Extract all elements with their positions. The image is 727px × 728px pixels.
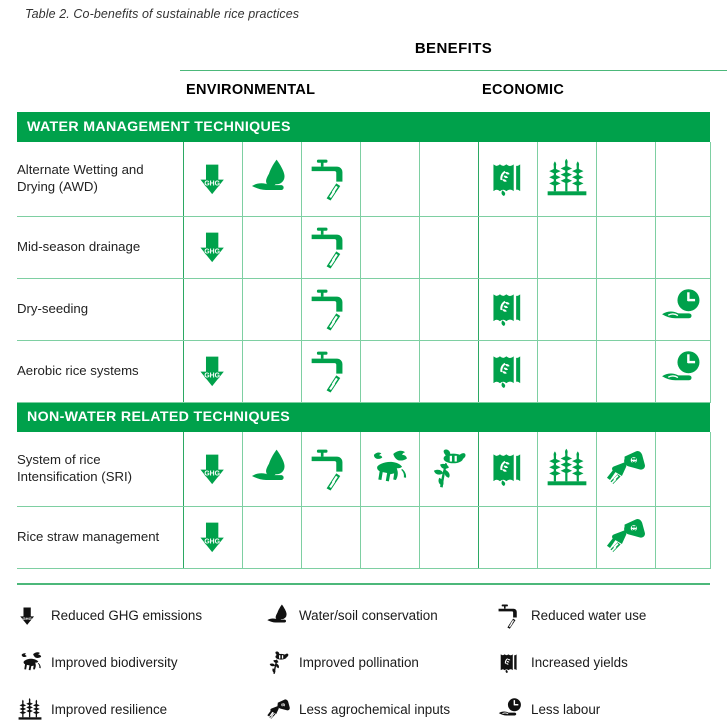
benefit-cell-water_soil (242, 506, 301, 568)
wheat-stalks-icon (545, 157, 589, 201)
ghg-down-arrow-icon (195, 157, 229, 201)
legend-label: Increased yields (531, 655, 628, 670)
benefit-cell-water_soil (242, 216, 301, 278)
table-row (17, 278, 710, 340)
legend-item-yields (497, 650, 717, 676)
animals-biodiversity-icon (366, 447, 414, 491)
benefit-cell-labour (655, 432, 710, 506)
benefit-cell-resilience (537, 142, 596, 216)
benefit-cell-pollination (419, 278, 478, 340)
category-economic: ECONOMIC (482, 82, 565, 98)
benefit-cell-biodiversity (360, 506, 419, 568)
technique-name: Dry-seeding (17, 278, 183, 340)
ghg-down-arrow-icon (195, 225, 229, 269)
section-title: WATER MANAGEMENT TECHNIQUES (17, 112, 710, 142)
benefit-cell-labour (655, 340, 710, 402)
benefit-cell-resilience (537, 216, 596, 278)
ghg-down-arrow-icon (17, 603, 37, 629)
benefit-cell-ghg (183, 278, 242, 340)
benefit-cell-agrochemical (596, 340, 655, 402)
clock-hand-icon (659, 287, 706, 331)
svg-text:GHG: GHG (204, 248, 221, 256)
legend-row (17, 639, 717, 686)
co-benefits-table (17, 112, 710, 569)
benefit-cell-biodiversity (360, 340, 419, 402)
legend-item-agrochemical (265, 697, 497, 723)
table-row (17, 142, 710, 216)
grain-sack-icon (487, 157, 527, 201)
legend-label: Reduced water use (531, 608, 647, 623)
legend-label: Reduced GHG emissions (51, 608, 203, 623)
benefit-cell-biodiversity (360, 216, 419, 278)
legend-row (17, 686, 717, 728)
benefit-cell-agrochemical (596, 216, 655, 278)
benefit-cell-water_soil (242, 432, 301, 506)
benefit-cell-labour (655, 142, 710, 216)
bee-pollination-icon (265, 650, 292, 676)
benefit-cell-water_soil (242, 142, 301, 216)
technique-name: Aerobic rice systems (17, 340, 183, 402)
category-environmental: ENVIRONMENTAL (186, 82, 316, 98)
bee-pollination-icon (426, 447, 472, 491)
animals-biodiversity-icon (17, 650, 45, 676)
technique-name: Mid-season drainage (17, 216, 183, 278)
section-title: NON-WATER RELATED TECHNIQUES (17, 402, 710, 432)
technique-name: System of rice Intensification (SRI) (17, 432, 183, 506)
faucet-tap-icon (309, 287, 353, 331)
legend-item-resilience (17, 697, 265, 723)
benefit-cell-ghg (183, 432, 242, 506)
benefit-cell-agrochemical (596, 142, 655, 216)
benefit-cell-resilience (537, 506, 596, 568)
benefit-cell-water_soil (242, 340, 301, 402)
wheat-stalks-icon (17, 697, 43, 723)
benefit-cell-pollination (419, 506, 478, 568)
benefit-cell-biodiversity (360, 142, 419, 216)
benefit-cell-water_use (301, 432, 360, 506)
benefit-cell-yields (478, 216, 537, 278)
grain-sack-icon (487, 287, 527, 331)
section-header-row (17, 402, 710, 432)
benefit-cell-biodiversity (360, 278, 419, 340)
grain-sack-icon (487, 447, 527, 491)
legend-item-pollination (265, 650, 497, 676)
water-droplet-hand-icon (248, 157, 295, 201)
benefit-cell-labour (655, 278, 710, 340)
legend-label: Improved pollination (299, 655, 419, 670)
benefit-cell-pollination (419, 340, 478, 402)
benefit-cell-labour (655, 506, 710, 568)
table-bottom-rule (17, 583, 710, 585)
legend-item-labour (497, 697, 717, 723)
faucet-tap-icon (309, 349, 353, 393)
benefit-cell-yields (478, 506, 537, 568)
technique-name: Rice straw management (17, 506, 183, 568)
faucet-tap-icon (309, 157, 353, 201)
svg-text:GHG: GHG (22, 615, 32, 621)
svg-text:GHG: GHG (204, 180, 221, 188)
table-caption: Table 2. Co-benefits of sustainable rice practices (25, 7, 300, 21)
legend-label: Less agrochemical inputs (299, 702, 451, 717)
benefit-cell-agrochemical (596, 506, 655, 568)
faucet-tap-icon (309, 225, 353, 269)
legend-label: Water/soil conservation (299, 608, 438, 623)
benefit-cell-yields (478, 278, 537, 340)
grain-sack-icon (487, 349, 527, 393)
ghg-down-arrow-icon (195, 515, 229, 559)
watering-can-icon (603, 447, 648, 491)
legend-row (17, 592, 717, 639)
faucet-tap-icon (309, 447, 353, 491)
table-row (17, 506, 710, 568)
faucet-tap-icon (497, 603, 523, 629)
legend-label: Improved resilience (51, 702, 168, 717)
benefit-cell-water_use (301, 506, 360, 568)
benefit-cell-biodiversity (360, 432, 419, 506)
legend-label: Improved biodiversity (51, 655, 178, 670)
benefit-cell-pollination (419, 142, 478, 216)
benefit-cell-ghg (183, 340, 242, 402)
benefit-cell-water_use (301, 216, 360, 278)
grain-sack-icon (497, 650, 521, 676)
section-header-row (17, 112, 710, 142)
benefit-cell-yields (478, 142, 537, 216)
table-row (17, 340, 710, 402)
benefits-header: BENEFITS (414, 40, 493, 57)
watering-can-icon (603, 515, 648, 559)
legend-item-biodiversity (17, 650, 265, 676)
table-row (17, 216, 710, 278)
technique-name: Alternate Wetting and Drying (AWD) (17, 142, 183, 216)
benefit-cell-agrochemical (596, 432, 655, 506)
watering-can-icon (265, 697, 292, 723)
benefit-cell-resilience (537, 432, 596, 506)
svg-text:GHG: GHG (204, 470, 221, 478)
table-row (17, 432, 710, 506)
benefit-cell-water_use (301, 142, 360, 216)
benefit-cell-yields (478, 432, 537, 506)
wheat-stalks-icon (545, 447, 589, 491)
ghg-down-arrow-icon (195, 447, 229, 491)
legend-item-ghg (17, 603, 265, 629)
legend-item-water_use (497, 603, 717, 629)
ghg-down-arrow-icon (195, 349, 229, 393)
benefit-cell-resilience (537, 278, 596, 340)
benefit-cell-water_use (301, 278, 360, 340)
table-body (17, 112, 710, 568)
benefit-cell-pollination (419, 432, 478, 506)
benefit-cell-labour (655, 216, 710, 278)
svg-text:GHG: GHG (204, 372, 221, 380)
legend-label: Less labour (531, 702, 601, 717)
water-droplet-hand-icon (248, 447, 295, 491)
benefit-cell-resilience (537, 340, 596, 402)
benefits-divider (180, 70, 727, 71)
legend (17, 592, 717, 728)
benefit-cell-ghg (183, 506, 242, 568)
clock-hand-icon (659, 349, 706, 393)
benefit-cell-water_soil (242, 278, 301, 340)
svg-text:GHG: GHG (204, 538, 221, 546)
benefit-cell-water_use (301, 340, 360, 402)
benefit-cell-agrochemical (596, 278, 655, 340)
benefit-cell-ghg (183, 142, 242, 216)
benefit-cell-pollination (419, 216, 478, 278)
benefit-cell-yields (478, 340, 537, 402)
legend-item-water_soil (265, 603, 497, 629)
clock-hand-icon (497, 697, 525, 723)
benefit-cell-ghg (183, 216, 242, 278)
water-droplet-hand-icon (265, 603, 293, 629)
